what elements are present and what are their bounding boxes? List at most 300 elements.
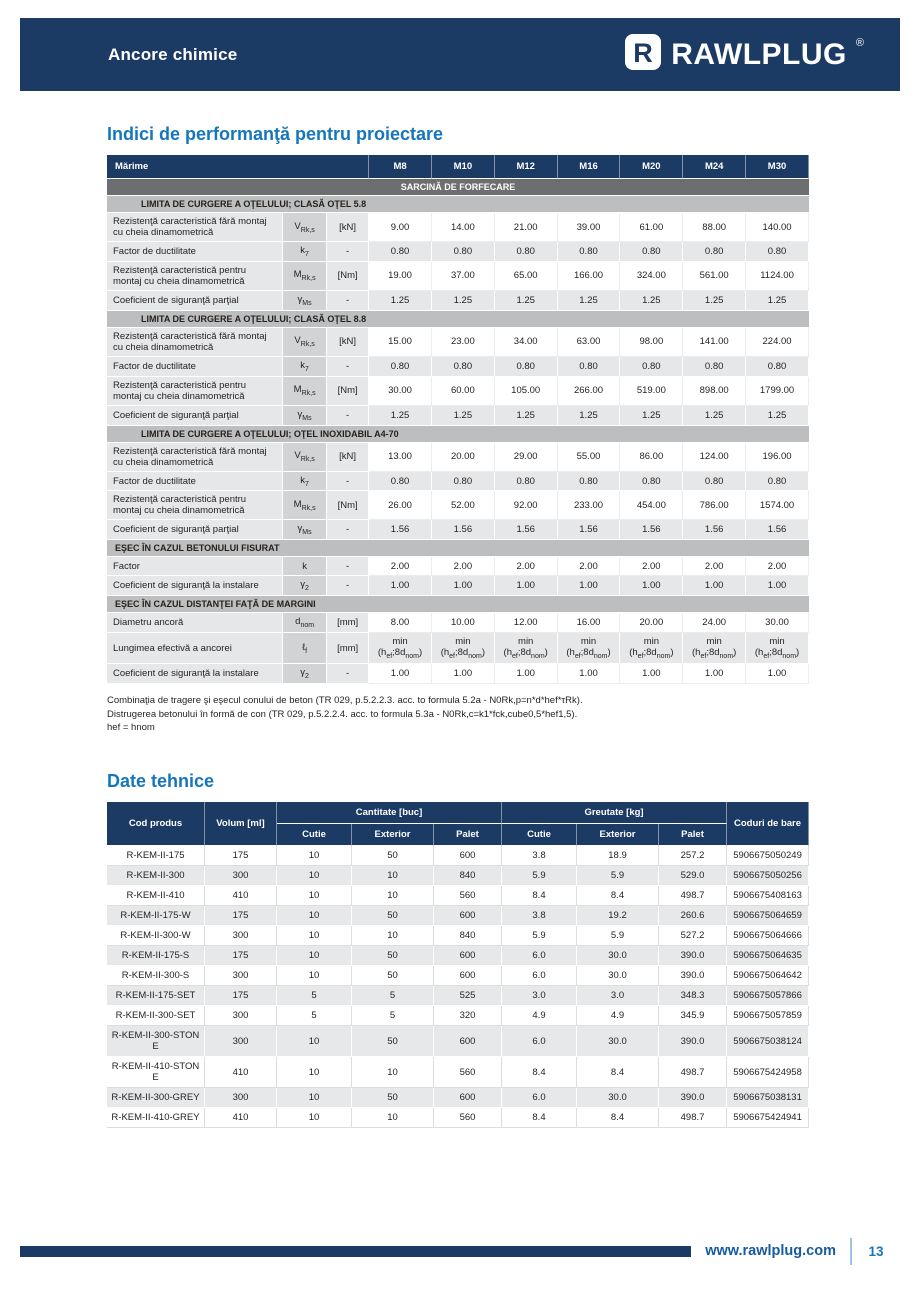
perf-row-symbol: $k_7$	[283, 242, 327, 262]
perf-value: 1.00	[620, 576, 683, 596]
perf-value: 1.00	[558, 664, 621, 684]
perf-value: 2.00	[495, 557, 558, 576]
barcode-value: 5906675064642	[727, 966, 809, 986]
quantity-value: 10	[277, 846, 352, 866]
note-line-2: Distrugerea betonului în formă de con (TR 029, p.5.2.2.4. acc. to formula 5.3a - N0Rk,c=k1*fck,cube0,5*hef1,5).	[107, 708, 578, 720]
product-code: R-KEM-II-175-W	[107, 906, 205, 926]
weight-value: 348.3	[659, 986, 727, 1006]
product-code: R-KEM-II-410-STONE	[107, 1057, 205, 1088]
perf-value: min $(h_{ef};8d_{nom})$	[495, 633, 558, 664]
perf-value: 1.00	[432, 664, 495, 684]
weight-value: 498.7	[659, 886, 727, 906]
perf-row-unit: -	[327, 242, 369, 262]
product-row	[107, 1088, 809, 1108]
weight-value: 390.0	[659, 1026, 727, 1057]
perf-row-symbol: $\gamma_{Ms}$	[283, 520, 327, 540]
quantity-value: 600	[434, 1026, 502, 1057]
page-header-title: Ancore chimice	[108, 44, 238, 64]
perf-value: 1.56	[620, 520, 683, 540]
product-code: R-KEM-II-300-S	[107, 966, 205, 986]
note-line-1: Combinaţia de tragere şi eşecul conului de beton (TR 029, p.5.2.2.3. acc. to formula 5.2a - N0Rk,p=n*d*hef*τRk).	[107, 694, 583, 706]
product-row	[107, 886, 809, 906]
perf-row-label: Coeficient de siguranţă parţial	[107, 406, 283, 426]
column-header-qty-box: Cutie	[277, 824, 352, 846]
section-header-row	[107, 311, 809, 328]
perf-row	[107, 664, 809, 684]
perf-value: 0.80	[620, 242, 683, 262]
weight-value: 30.0	[577, 1026, 659, 1057]
perf-value: 1.25	[746, 406, 809, 426]
perf-value: 65.00	[495, 262, 558, 291]
perf-value: 0.80	[369, 472, 432, 492]
weight-value: 390.0	[659, 946, 727, 966]
quantity-value: 10	[277, 966, 352, 986]
perf-value: 16.00	[558, 613, 621, 633]
perf-row-label: Coeficient de siguranţă la instalare	[107, 664, 283, 684]
page-number: 13	[868, 1243, 884, 1259]
perf-row	[107, 613, 809, 633]
perf-value: 55.00	[558, 443, 621, 472]
column-header-wgt-box: Cutie	[502, 824, 577, 846]
perf-value: 21.00	[495, 213, 558, 242]
perf-value: 1.00	[369, 664, 432, 684]
quantity-value: 600	[434, 946, 502, 966]
perf-row	[107, 357, 809, 377]
perf-row-unit: [kN]	[327, 328, 369, 357]
perf-row-label: Coeficient de siguranţă parţial	[107, 520, 283, 540]
section-title: EŞEC ÎN CAZUL BETONULUI FISURAT	[107, 540, 809, 557]
perf-value: 0.80	[495, 472, 558, 492]
barcode-value: 5906675050249	[727, 846, 809, 866]
perf-value: 1.00	[495, 664, 558, 684]
product-volume: 300	[205, 1088, 277, 1108]
weight-value: 8.4	[502, 1108, 577, 1128]
perf-value: 0.80	[495, 357, 558, 377]
product-code: R-KEM-II-410-GREY	[107, 1108, 205, 1128]
weight-value: 6.0	[502, 1088, 577, 1108]
product-code: R-KEM-II-410	[107, 886, 205, 906]
perf-value: 224.00	[746, 328, 809, 357]
perf-row-symbol: k	[283, 557, 327, 576]
perf-value: 0.80	[369, 357, 432, 377]
performance-table	[107, 155, 809, 684]
perf-value: min $(h_{ef};8d_{nom})$	[683, 633, 746, 664]
barcode-value: 5906675057866	[727, 986, 809, 1006]
product-row	[107, 866, 809, 886]
perf-value: 1.56	[558, 520, 621, 540]
quantity-value: 600	[434, 906, 502, 926]
perf-value: 13.00	[369, 443, 432, 472]
performance-table-body	[107, 196, 809, 684]
weight-value: 4.9	[577, 1006, 659, 1026]
perf-row	[107, 213, 809, 242]
perf-value: 0.80	[746, 242, 809, 262]
perf-value: 14.00	[432, 213, 495, 242]
product-volume: 175	[205, 906, 277, 926]
technical-table-head	[107, 802, 809, 846]
perf-row-unit: -	[327, 291, 369, 311]
perf-value: 1.25	[558, 406, 621, 426]
product-volume: 300	[205, 966, 277, 986]
perf-value: 19.00	[369, 262, 432, 291]
perf-value: 196.00	[746, 443, 809, 472]
barcode-value: 5906675038131	[727, 1088, 809, 1108]
product-code: R-KEM-II-300-SET	[107, 1006, 205, 1026]
perf-row-unit: -	[327, 557, 369, 576]
perf-value: 60.00	[432, 377, 495, 406]
group-header-row	[107, 179, 809, 196]
perf-value: 1.25	[683, 291, 746, 311]
product-code: R-KEM-II-175-SET	[107, 986, 205, 1006]
product-code: R-KEM-II-175	[107, 846, 205, 866]
technical-table	[107, 802, 809, 1128]
perf-value: 88.00	[683, 213, 746, 242]
product-row	[107, 986, 809, 1006]
perf-value: 30.00	[746, 613, 809, 633]
barcode-value: 5906675057859	[727, 1006, 809, 1026]
perf-value: 1.00	[683, 664, 746, 684]
perf-row-label: Factor de ductilitate	[107, 357, 283, 377]
quantity-value: 50	[352, 846, 434, 866]
weight-value: 527.2	[659, 926, 727, 946]
perf-value: 0.80	[746, 357, 809, 377]
perf-value: 34.00	[495, 328, 558, 357]
quantity-value: 600	[434, 966, 502, 986]
product-code: R-KEM-II-300-W	[107, 926, 205, 946]
weight-value: 3.0	[577, 986, 659, 1006]
quantity-value: 525	[434, 986, 502, 1006]
column-header-m12: M12	[495, 155, 558, 179]
perf-row	[107, 242, 809, 262]
rawlplug-logo-text: RAWLPLUG	[671, 37, 847, 71]
section-title: LIMITA DE CURGERE A OŢELULUI; CLASĂ OŢEL 8.8	[107, 311, 809, 328]
weight-value: 8.4	[577, 886, 659, 906]
perf-value: 0.80	[683, 357, 746, 377]
perf-row-unit: -	[327, 520, 369, 540]
perf-value: 1.25	[369, 291, 432, 311]
perf-value: 52.00	[432, 491, 495, 520]
perf-value: min $(h_{ef};8d_{nom})$	[432, 633, 495, 664]
performance-heading: Indici de performanţă pentru proiectare	[107, 124, 444, 144]
weight-value: 529.0	[659, 866, 727, 886]
section-header-row	[107, 540, 809, 557]
perf-value: 1799.00	[746, 377, 809, 406]
quantity-value: 50	[352, 946, 434, 966]
quantity-value: 10	[277, 946, 352, 966]
perf-row-label: Factor de ductilitate	[107, 242, 283, 262]
perf-value: 454.00	[620, 491, 683, 520]
quantity-value: 5	[277, 1006, 352, 1026]
perf-value: 61.00	[620, 213, 683, 242]
perf-value: 10.00	[432, 613, 495, 633]
quantity-value: 10	[352, 1057, 434, 1088]
column-header-m8: M8	[369, 155, 432, 179]
product-volume: 410	[205, 1057, 277, 1088]
quantity-value: 10	[352, 926, 434, 946]
weight-value: 260.6	[659, 906, 727, 926]
perf-value: 12.00	[495, 613, 558, 633]
perf-row-unit: [mm]	[327, 633, 369, 664]
product-code: R-KEM-II-175-S	[107, 946, 205, 966]
perf-value: 30.00	[369, 377, 432, 406]
product-volume: 300	[205, 926, 277, 946]
perf-row-symbol: $\gamma_{Ms}$	[283, 406, 327, 426]
weight-value: 6.0	[502, 1026, 577, 1057]
perf-value: 1.00	[432, 576, 495, 596]
quantity-value: 840	[434, 926, 502, 946]
weight-value: 30.0	[577, 946, 659, 966]
barcode-value: 5906675064666	[727, 926, 809, 946]
weight-value: 5.9	[502, 866, 577, 886]
quantity-value: 10	[277, 1057, 352, 1088]
registered-mark: ®	[855, 37, 864, 49]
perf-row-symbol: $V_{Rk,s}$	[283, 213, 327, 242]
weight-value: 345.9	[659, 1006, 727, 1026]
perf-row-symbol: $M_{Rk,s}$	[283, 262, 327, 291]
perf-row-unit: -	[327, 664, 369, 684]
section-header-row	[107, 196, 809, 213]
perf-row	[107, 262, 809, 291]
perf-value: 1.00	[683, 576, 746, 596]
quantity-value: 10	[277, 886, 352, 906]
product-row	[107, 846, 809, 866]
product-row	[107, 1026, 809, 1057]
perf-row-symbol: $k_7$	[283, 357, 327, 377]
perf-value: 0.80	[432, 472, 495, 492]
perf-value: 29.00	[495, 443, 558, 472]
quantity-value: 50	[352, 1026, 434, 1057]
perf-value: 0.80	[432, 357, 495, 377]
barcode-value: 5906675064659	[727, 906, 809, 926]
perf-value: 20.00	[620, 613, 683, 633]
perf-row-label: Factor de ductilitate	[107, 472, 283, 492]
perf-value: 1.56	[746, 520, 809, 540]
perf-value: 124.00	[683, 443, 746, 472]
perf-row-symbol: $M_{Rk,s}$	[283, 491, 327, 520]
barcode-value: 5906675408163	[727, 886, 809, 906]
perf-row	[107, 557, 809, 576]
column-header-m20: M20	[620, 155, 683, 179]
perf-row-symbol: $\gamma_2$	[283, 576, 327, 596]
perf-row-unit: -	[327, 472, 369, 492]
perf-row-label: Rezistenţă caracteristică pentru montaj cu cheia dinamometrică	[107, 377, 283, 406]
page-footer	[20, 1237, 900, 1265]
column-header-barcode: Coduri de bare	[727, 802, 809, 846]
perf-row-symbol: $V_{Rk,s}$	[283, 443, 327, 472]
column-header-qty-outer: Exterior	[352, 824, 434, 846]
column-header-product: Cod produs	[107, 802, 205, 846]
footer-rule	[20, 1246, 691, 1257]
perf-value: 1.00	[620, 664, 683, 684]
weight-value: 3.0	[502, 986, 577, 1006]
weight-value: 5.9	[577, 926, 659, 946]
weight-value: 498.7	[659, 1057, 727, 1088]
weight-value: 257.2	[659, 846, 727, 866]
perf-value: 20.00	[432, 443, 495, 472]
product-volume: 410	[205, 1108, 277, 1128]
perf-value: 92.00	[495, 491, 558, 520]
section-title: EŞEC ÎN CAZUL DISTANŢEI FAŢĂ DE MARGINI	[107, 596, 809, 613]
perf-value: 2.00	[558, 557, 621, 576]
weight-value: 8.4	[502, 1057, 577, 1088]
product-row	[107, 926, 809, 946]
perf-value: 1.56	[369, 520, 432, 540]
perf-value: 2.00	[620, 557, 683, 576]
quantity-value: 10	[352, 886, 434, 906]
product-code: R-KEM-II-300-GREY	[107, 1088, 205, 1108]
weight-value: 6.0	[502, 946, 577, 966]
technical-heading: Date tehnice	[107, 771, 215, 792]
perf-row	[107, 406, 809, 426]
perf-value: 2.00	[683, 557, 746, 576]
perf-value: 1.25	[620, 406, 683, 426]
perf-row-symbol: ℓ$_f$	[283, 633, 327, 664]
product-row	[107, 946, 809, 966]
perf-value: 1.25	[432, 406, 495, 426]
barcode-value: 5906675424941	[727, 1108, 809, 1128]
barcode-value: 5906675038124	[727, 1026, 809, 1057]
perf-value: 1.56	[683, 520, 746, 540]
column-header-wgt-outer: Exterior	[577, 824, 659, 846]
perf-value: 140.00	[746, 213, 809, 242]
perf-row-symbol: $\gamma_2$	[283, 664, 327, 684]
quantity-value: 50	[352, 906, 434, 926]
perf-row-unit: [Nm]	[327, 377, 369, 406]
perf-row-label: Rezistenţă caracteristică pentru montaj cu cheia dinamometrică	[107, 491, 283, 520]
barcode-value: 5906675424958	[727, 1057, 809, 1088]
quantity-value: 320	[434, 1006, 502, 1026]
weight-value: 30.0	[577, 966, 659, 986]
footnotes	[107, 694, 809, 735]
section-header-row	[107, 596, 809, 613]
quantity-value: 10	[352, 866, 434, 886]
perf-row-unit: [kN]	[327, 443, 369, 472]
perf-value: 1.25	[683, 406, 746, 426]
column-header-m10: M10	[432, 155, 495, 179]
column-header-m30: M30	[746, 155, 809, 179]
section-header-row	[107, 426, 809, 443]
technical-table-body	[107, 846, 809, 1128]
product-volume: 300	[205, 866, 277, 886]
perf-row-label: Rezistenţă caracteristică fără montaj cu cheia dinamometrică	[107, 328, 283, 357]
perf-row-symbol: $d_{nom}$	[283, 613, 327, 633]
perf-value: min $(h_{ef};8d_{nom})$	[369, 633, 432, 664]
perf-value: 105.00	[495, 377, 558, 406]
perf-value: 2.00	[369, 557, 432, 576]
product-code: R-KEM-II-300	[107, 866, 205, 886]
product-volume: 410	[205, 886, 277, 906]
product-volume: 175	[205, 946, 277, 966]
column-header-qty-pallet: Palet	[434, 824, 502, 846]
perf-value: 0.80	[620, 472, 683, 492]
quantity-value: 560	[434, 1057, 502, 1088]
perf-value: 24.00	[683, 613, 746, 633]
weight-value: 8.4	[577, 1057, 659, 1088]
perf-value: 233.00	[558, 491, 621, 520]
product-code: R-KEM-II-300-STONE	[107, 1026, 205, 1057]
weight-value: 3.8	[502, 846, 577, 866]
perf-value: 0.80	[369, 242, 432, 262]
perf-value: 1.00	[558, 576, 621, 596]
perf-row-unit: -	[327, 576, 369, 596]
weight-value: 5.9	[502, 926, 577, 946]
product-row	[107, 1006, 809, 1026]
perf-value: 2.00	[746, 557, 809, 576]
quantity-value: 840	[434, 866, 502, 886]
quantity-value: 10	[277, 1108, 352, 1128]
column-header-m24: M24	[683, 155, 746, 179]
perf-value: 9.00	[369, 213, 432, 242]
product-volume: 175	[205, 846, 277, 866]
quantity-value: 10	[277, 906, 352, 926]
perf-value: 1124.00	[746, 262, 809, 291]
perf-row	[107, 491, 809, 520]
perf-value: 0.80	[558, 242, 621, 262]
perf-row-unit: [Nm]	[327, 491, 369, 520]
quantity-value: 10	[277, 926, 352, 946]
weight-value: 30.0	[577, 1088, 659, 1108]
perf-value: 1.56	[432, 520, 495, 540]
perf-row-unit: -	[327, 357, 369, 377]
perf-row	[107, 377, 809, 406]
weight-value: 6.0	[502, 966, 577, 986]
quantity-value: 560	[434, 886, 502, 906]
perf-row-label: Rezistenţă caracteristică fără montaj cu cheia dinamometrică	[107, 443, 283, 472]
quantity-value: 50	[352, 1088, 434, 1108]
footer-url-link[interactable]: www.rawlplug.com	[705, 1243, 836, 1259]
perf-value: 324.00	[620, 262, 683, 291]
perf-value: 1574.00	[746, 491, 809, 520]
perf-value: min $(h_{ef};8d_{nom})$	[746, 633, 809, 664]
perf-row-unit: [mm]	[327, 613, 369, 633]
weight-value: 8.4	[577, 1108, 659, 1128]
perf-value: 2.00	[432, 557, 495, 576]
quantity-value: 5	[352, 1006, 434, 1026]
weight-value: 4.9	[502, 1006, 577, 1026]
perf-value: 1.25	[558, 291, 621, 311]
perf-row-symbol: $k_7$	[283, 472, 327, 492]
perf-value: 1.00	[746, 576, 809, 596]
perf-value: 519.00	[620, 377, 683, 406]
perf-value: 0.80	[558, 472, 621, 492]
weight-value: 390.0	[659, 1088, 727, 1108]
perf-value: 1.25	[432, 291, 495, 311]
perf-row-symbol: $V_{Rk,s}$	[283, 328, 327, 357]
quantity-value: 600	[434, 1088, 502, 1108]
technical-header-row-1	[107, 802, 809, 824]
weight-value: 498.7	[659, 1108, 727, 1128]
perf-value: 63.00	[558, 328, 621, 357]
column-header-volume: Volum [ml]	[205, 802, 277, 846]
svg-text:R: R	[633, 38, 653, 68]
perf-row-unit: [kN]	[327, 213, 369, 242]
column-header-wgt-pallet: Palet	[659, 824, 727, 846]
perf-value: 561.00	[683, 262, 746, 291]
perf-value: 1.25	[369, 406, 432, 426]
perf-value: 0.80	[683, 242, 746, 262]
weight-value: 390.0	[659, 966, 727, 986]
perf-value: 8.00	[369, 613, 432, 633]
perf-value: 1.25	[620, 291, 683, 311]
perf-value: 1.00	[369, 576, 432, 596]
perf-value: 1.56	[495, 520, 558, 540]
quantity-value: 10	[277, 1026, 352, 1057]
perf-row-label: Coeficient de siguranţă la instalare	[107, 576, 283, 596]
perf-row-unit: -	[327, 406, 369, 426]
perf-row	[107, 291, 809, 311]
section-title: LIMITA DE CURGERE A OŢELULUI; OŢEL INOXIDABIL A4-70	[107, 426, 809, 443]
group-header-label: SARCINĂ DE FORFECARE	[107, 179, 809, 196]
